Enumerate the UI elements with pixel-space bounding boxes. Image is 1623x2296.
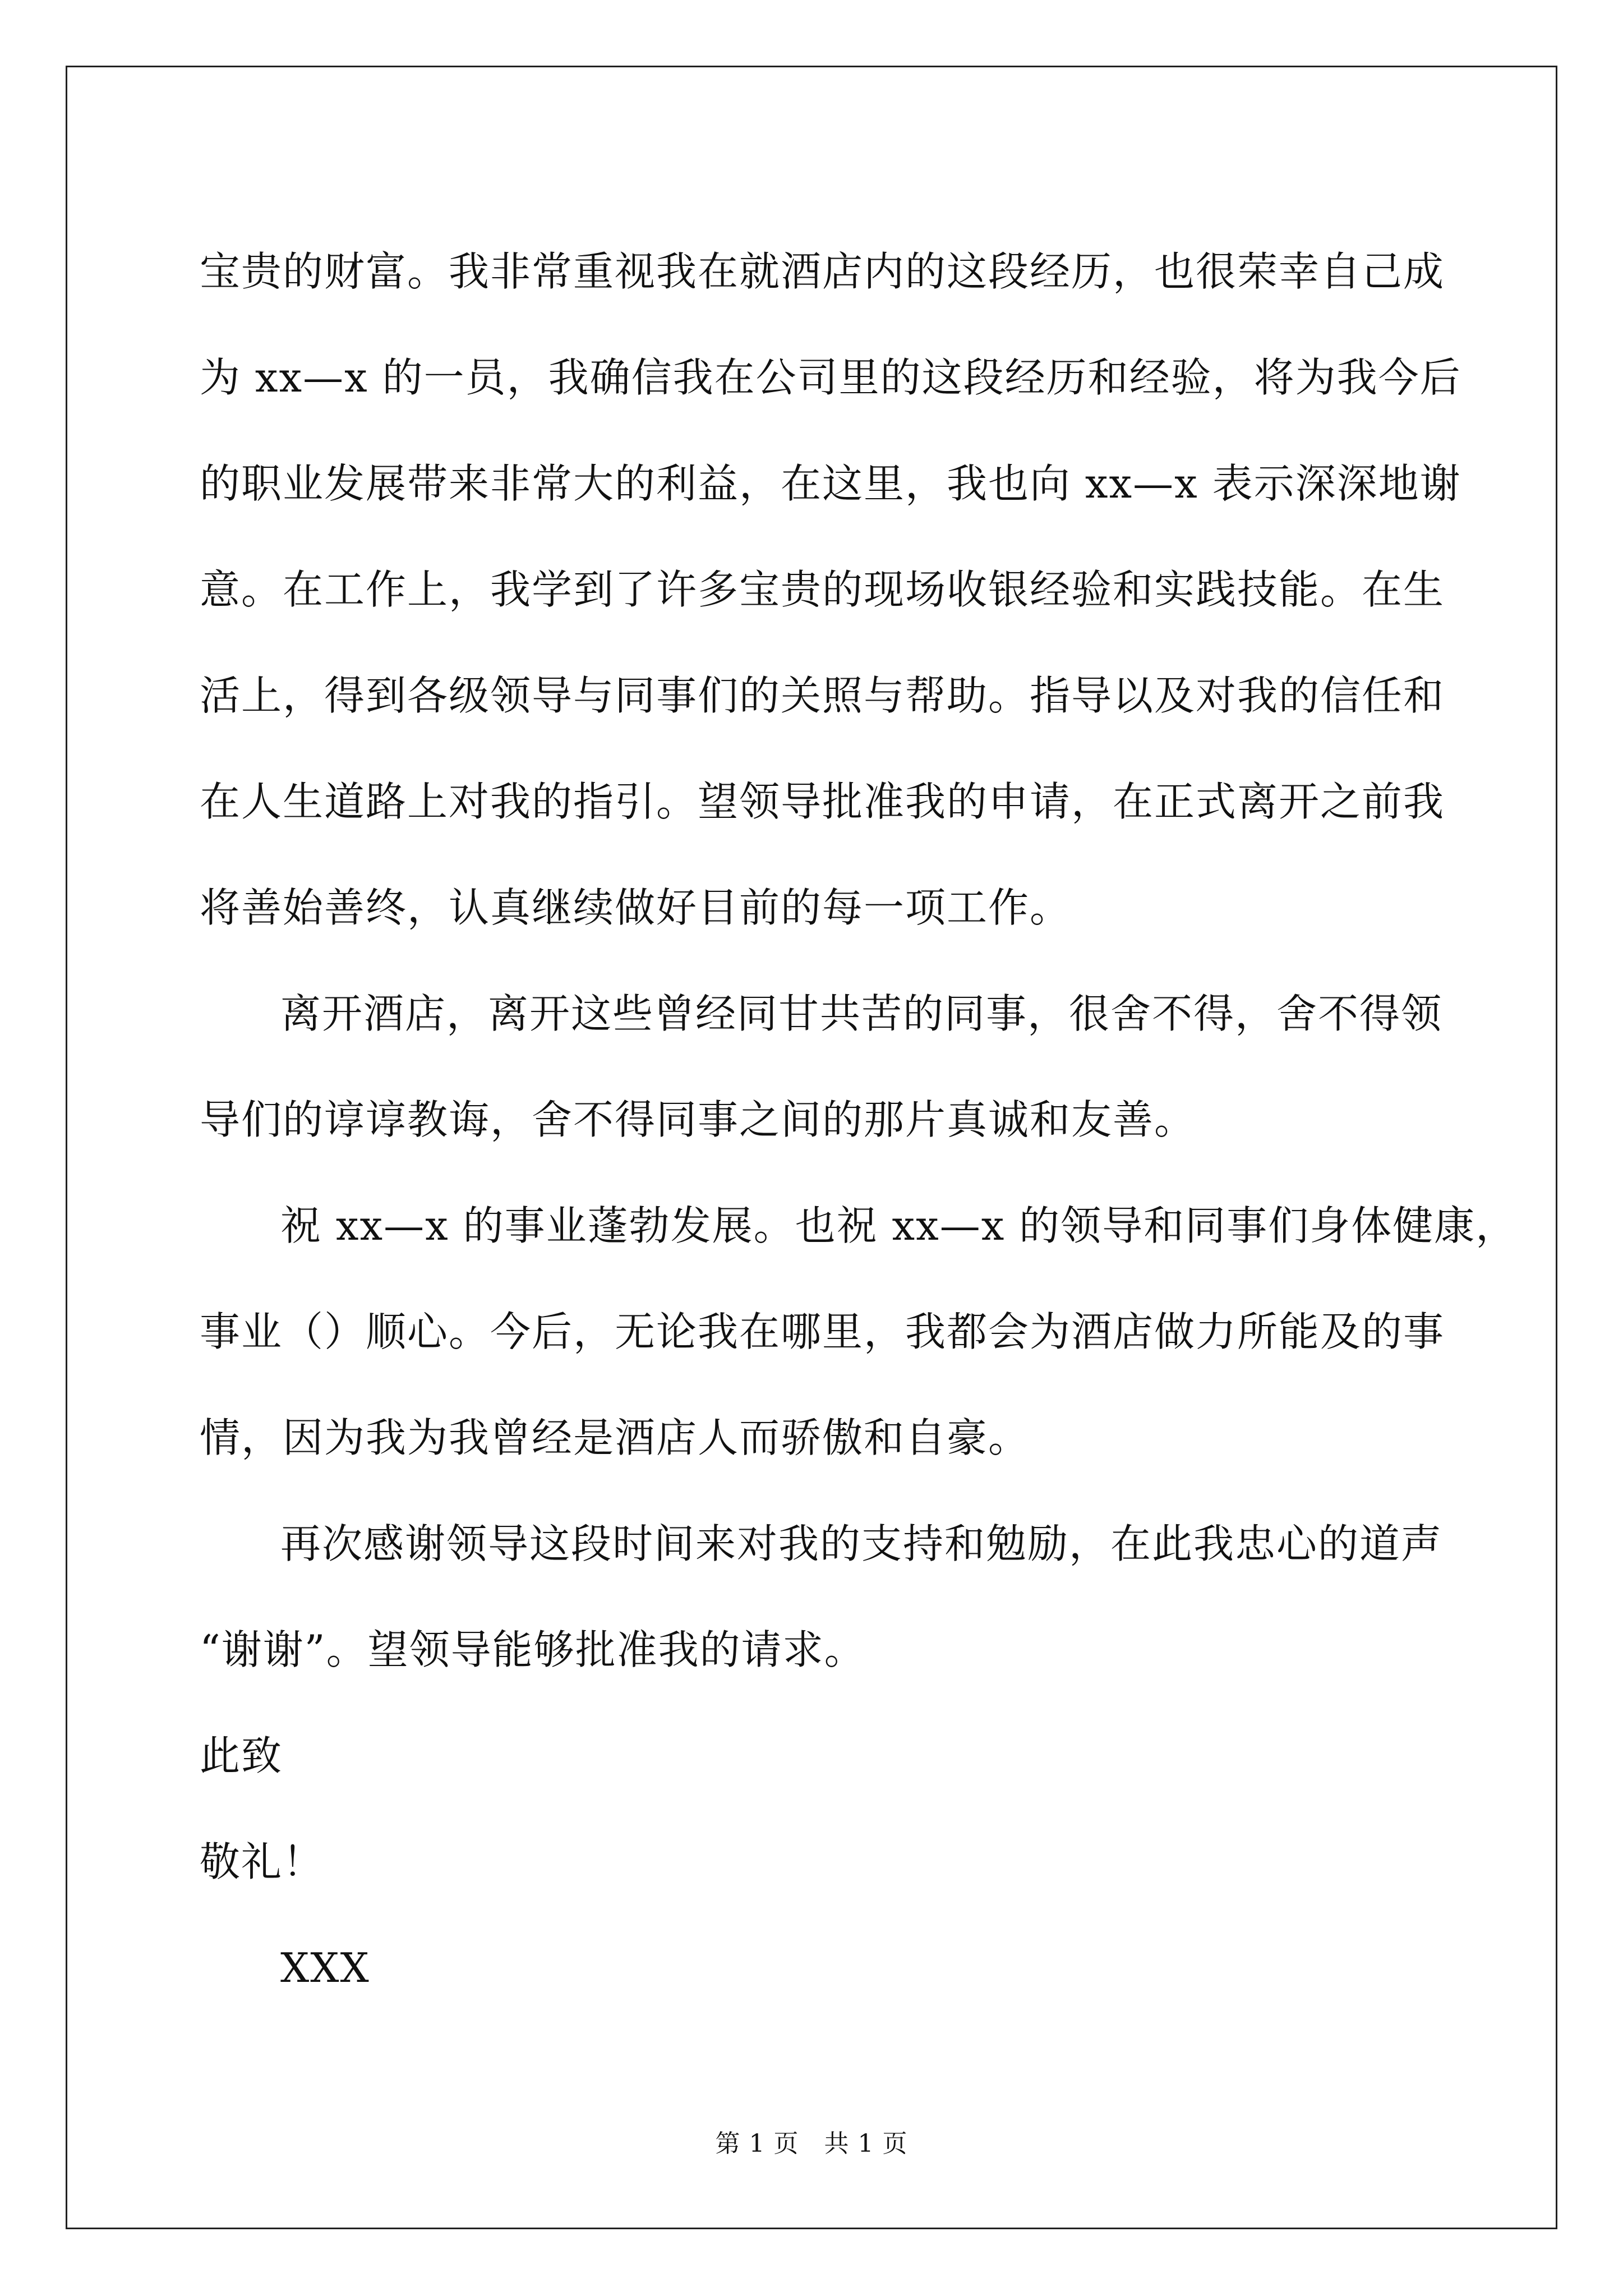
text-line: 事业（）顺心。今后，无论我在哪里，我都会为酒店做力所能及的事 bbox=[200, 1308, 1445, 1355]
text-line: 活上，得到各级领导与同事们的关照与帮助。指导以及对我的信任和 bbox=[200, 672, 1445, 719]
signature: XXX bbox=[280, 1944, 370, 1991]
paragraph-start-line: 再次感谢领导这段时间来对我的支持和勉励，在此我忠心的道声 bbox=[280, 1520, 1443, 1567]
text-line: 在人生道路上对我的指引。望领导批准我的申请，在正式离开之前我 bbox=[200, 778, 1445, 825]
text-line: 导们的谆谆教诲，舍不得同事之间的那片真诚和友善。 bbox=[200, 1096, 1196, 1143]
page-number-footer: 第 1 页 共 1 页 bbox=[715, 2129, 908, 2158]
text-line: 的职业发展带来非常大的利益，在这里，我也向 xx—x 表示深深地谢 bbox=[200, 460, 1461, 507]
closing-salutation: 此致 bbox=[200, 1732, 283, 1779]
closing-regards: 敬礼！ bbox=[200, 1838, 325, 1885]
text-line: 情，因为我为我曾经是酒店人而骄傲和自豪。 bbox=[200, 1414, 1030, 1461]
paragraph-start-line: 离开酒店，离开这些曾经同甘共苦的同事，很舍不得，舍不得领 bbox=[280, 990, 1443, 1037]
text-line: 将善始善终，认真继续做好目前的每一项工作。 bbox=[200, 884, 1072, 931]
paragraph-start-line: 祝 xx—x 的事业蓬勃发展。也祝 xx—x 的领导和同事们身体健康， bbox=[280, 1202, 1518, 1249]
text-line: 为 xx—x 的一员，我确信我在公司里的这段经历和经验，将为我今后 bbox=[200, 354, 1461, 401]
text-line: 宝贵的财富。我非常重视我在就酒店内的这段经历，也很荣幸自己成 bbox=[200, 248, 1445, 295]
text-line: 意。在工作上，我学到了许多宝贵的现场收银经验和实践技能。在生 bbox=[200, 566, 1445, 613]
letter-body bbox=[200, 219, 1518, 2021]
text-line: “谢谢”。望领导能够批准我的请求。 bbox=[200, 1626, 866, 1673]
